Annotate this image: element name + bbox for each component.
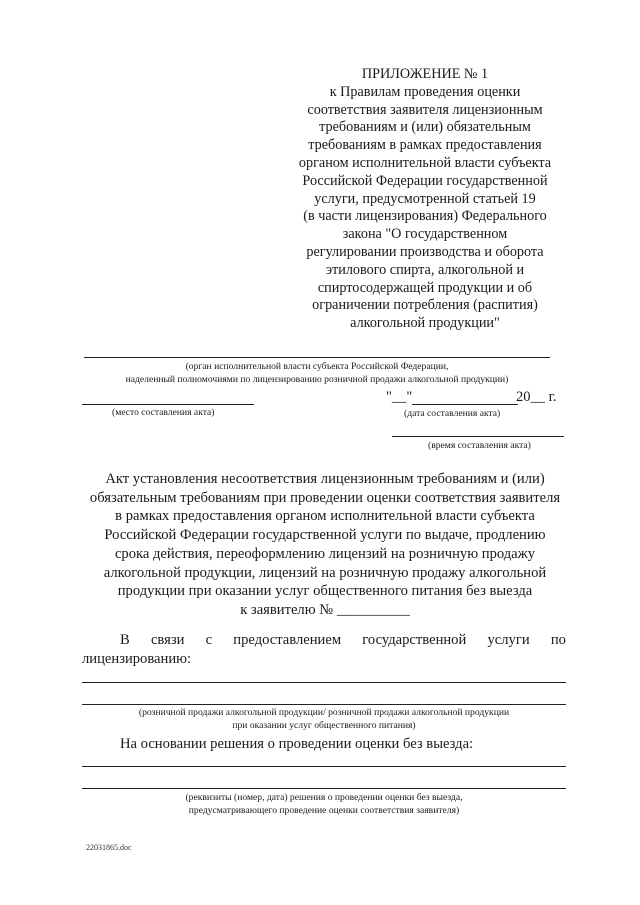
act-title-line: в рамках предоставления органом исполнительной власти субъекта <box>115 508 535 525</box>
appendix-line: соответствия заявителя лицензионным <box>307 101 543 118</box>
appendix-title: ПРИЛОЖЕНИЕ № 1 <box>361 66 489 82</box>
paragraph1-word: связи <box>150 632 185 648</box>
appendix-line: органом исполнительной власти субъекта <box>298 154 552 171</box>
appendix-line: этилового спирта, алкогольной и <box>325 261 525 278</box>
date-month-line <box>412 404 518 405</box>
act-title-line: продукции при оказании услуг общественного питания без выезда <box>117 583 533 600</box>
place-field-line[interactable] <box>82 404 254 405</box>
paragraph1-word: В <box>120 632 130 648</box>
decision-caption-1: (реквизиты (номер, дата) решения о проведении оценки без выезда, <box>185 792 463 803</box>
appendix-line: услуги, предусмотренной статьей 19 <box>314 190 536 207</box>
act-title-line: Российской Федерации государственной услуги по выдаче, продлению <box>104 527 546 544</box>
applicant-number[interactable]: к заявителю № __________ <box>240 601 410 618</box>
appendix-line: (в части лицензирования) Федерального <box>303 208 547 225</box>
license-type-caption-1: (розничной продажи алкогольной продукции/ розничной продажи алкогольной продукции <box>138 707 510 718</box>
date-field[interactable] <box>386 389 557 406</box>
organ-caption-2: наделенный полномочиями по лицензированию розничной продажи алкогольной продукции) <box>125 374 509 385</box>
appendix-line: спиртосодержащей продукции и об <box>317 279 533 296</box>
date-caption: (дата составления акта) <box>404 408 501 419</box>
place-caption: (место составления акта) <box>112 407 215 418</box>
act-title-line: обязательным требованиям при проведении оценки соответствия заявителя <box>89 489 561 506</box>
license-type-line-2[interactable] <box>82 704 566 705</box>
paragraph2-text: На основании решения о проведении оценки без выезда: <box>120 736 474 752</box>
decision-line-1[interactable] <box>82 766 566 767</box>
paragraph1-word: по <box>550 632 566 648</box>
appendix-line: требованиям в рамках предоставления <box>308 137 542 154</box>
act-title <box>70 470 580 620</box>
paragraph1-word: предоставлением <box>233 632 342 648</box>
time-caption: (время составления акта) <box>428 440 531 451</box>
date-year: 20__ г. <box>516 389 557 405</box>
license-type-caption-2: при оказании услуг общественного питания) <box>232 720 416 731</box>
appendix-line: Российской Федерации государственной <box>302 172 548 189</box>
paragraph1-word: услуги <box>487 632 530 648</box>
date-day: "__" <box>386 389 413 405</box>
organ-field-line[interactable] <box>84 357 550 358</box>
act-title-line: алкогольной продукции, лицензий на розничную продажу алкогольной <box>103 564 547 581</box>
paragraph1-line1 <box>120 632 566 649</box>
act-title-line: срока действия, переоформлению лицензий на розничную продажу <box>114 545 536 562</box>
footer-file-name: 22031865.doc <box>86 843 132 852</box>
time-field-line[interactable] <box>392 436 564 437</box>
appendix-line: закона "О государственном <box>342 226 508 243</box>
appendix-line: к Правилам проведения оценки <box>329 83 521 100</box>
organ-caption-1: (орган исполнительной власти субъекта Российской Федерации, <box>185 361 449 372</box>
paragraph1-word: с <box>205 632 213 648</box>
license-type-line-1[interactable] <box>82 682 566 683</box>
appendix-header <box>280 66 570 333</box>
paragraph1-word: государственной <box>362 632 467 648</box>
decision-line-2[interactable] <box>82 788 566 789</box>
paragraph1-line2: лицензированию: <box>82 651 192 667</box>
appendix-line: алкогольной продукции" <box>350 315 500 332</box>
appendix-line: требованиям и (или) обязательным <box>319 119 531 136</box>
appendix-line: ограничении потребления (распития) <box>312 297 538 314</box>
act-title-line: Акт установления несоответствия лицензионным требованиям и (или) <box>105 471 545 487</box>
decision-caption-2: предусматривающего проведение оценки соответствия заявителя) <box>188 805 460 816</box>
appendix-line: регулировании производства и оборота <box>306 243 544 260</box>
